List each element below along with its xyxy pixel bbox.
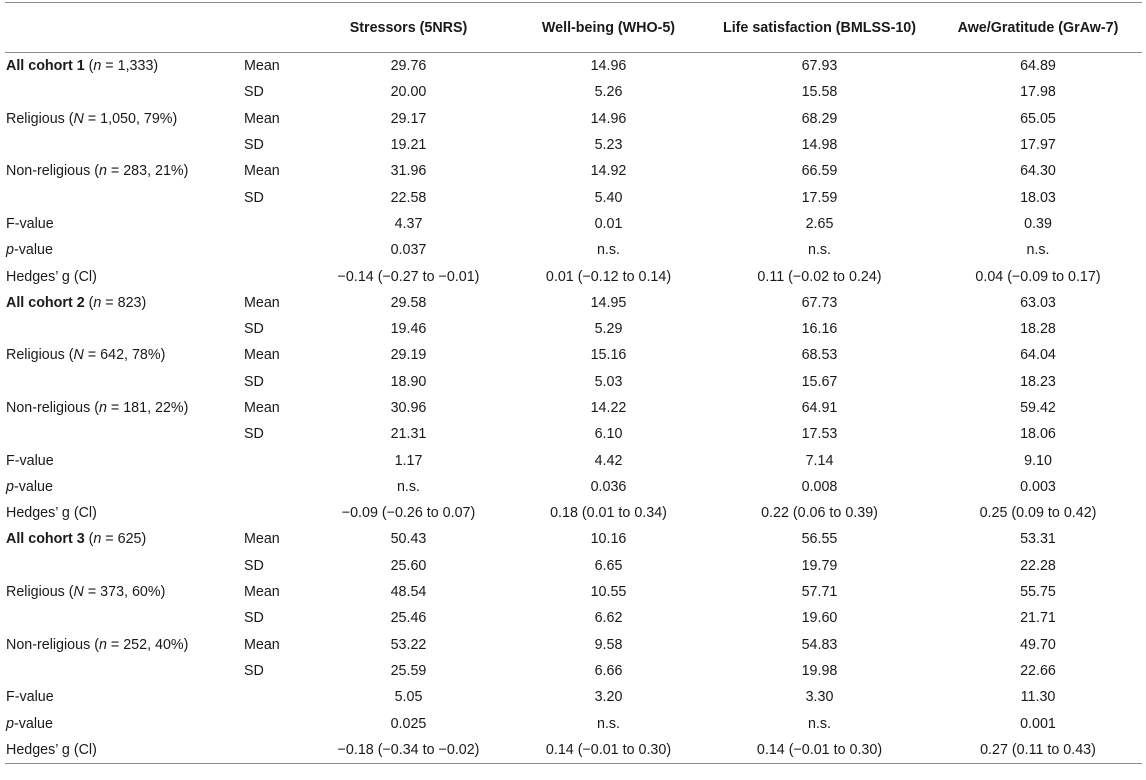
cell-life-satisfaction: n.s. xyxy=(807,715,832,732)
cell-stressors: 0.025 xyxy=(390,715,427,732)
cell-life-satisfaction: 14.98 xyxy=(801,137,838,154)
row-label-italic: n xyxy=(98,400,107,416)
cell-well-being: n.s. xyxy=(596,242,621,259)
cell-life-satisfaction: 16.16 xyxy=(801,321,838,338)
cell-life-satisfaction: 2.65 xyxy=(805,215,834,232)
cell-awe-gratitude: 0.04 (−0.09 to 0.17) xyxy=(975,268,1101,285)
cell-awe-gratitude: 18.06 xyxy=(1020,426,1056,443)
table-row xyxy=(5,737,1142,764)
row-label-text: = 1,050, 79%) xyxy=(83,110,178,127)
table-row xyxy=(5,316,1142,342)
row-statistic xyxy=(242,447,305,473)
cell-well-being: 0.01 (−0.12 to 0.14) xyxy=(545,268,672,285)
row-label-text: Non-religious ( xyxy=(6,163,99,180)
row-label xyxy=(5,500,242,526)
table-row xyxy=(5,579,1142,605)
cell-life-satisfaction: 56.55 xyxy=(801,531,838,548)
cell-awe-gratitude: 63.03 xyxy=(1020,294,1056,311)
row-statistic: SD xyxy=(244,557,264,574)
table-row xyxy=(5,184,1142,210)
row-label-italic: p xyxy=(6,242,14,259)
table-row xyxy=(5,658,1142,684)
cell-stressors: −0.09 (−0.26 to 0.07) xyxy=(341,505,476,522)
cell-awe-gratitude: 59.42 xyxy=(1020,400,1056,416)
header-stressors: Stressors (5NRS) xyxy=(349,19,468,36)
row-label-italic: N xyxy=(73,584,84,601)
table-row xyxy=(5,553,1142,579)
table-row xyxy=(5,447,1142,473)
row-statistic: Mean xyxy=(244,58,280,75)
table-row xyxy=(5,158,1142,184)
header-awe-gratitude: Awe/Gratitude (GrAw-7) xyxy=(957,19,1119,36)
cell-awe-gratitude: 55.75 xyxy=(1020,584,1056,601)
row-label-text: F-value xyxy=(6,215,54,232)
table-row xyxy=(5,237,1142,263)
cell-life-satisfaction: 15.67 xyxy=(801,373,838,390)
cell-well-being: 14.96 xyxy=(590,58,627,75)
row-label-text: -value xyxy=(13,242,53,259)
cell-stressors: 25.60 xyxy=(390,557,427,574)
cell-life-satisfaction: 19.79 xyxy=(801,557,838,574)
row-label xyxy=(5,579,242,605)
cell-awe-gratitude: 22.28 xyxy=(1020,557,1056,574)
cell-stressors: −0.18 (−0.34 to −0.02) xyxy=(337,741,480,758)
row-label-text: Religious ( xyxy=(6,584,74,601)
cell-life-satisfaction: 57.71 xyxy=(801,584,838,601)
table-row xyxy=(5,290,1142,316)
row-statistic: Mean xyxy=(244,294,280,311)
row-label xyxy=(5,447,242,473)
row-label-text: Non-religious ( xyxy=(6,636,99,653)
row-statistic xyxy=(242,737,305,764)
cell-well-being: 5.03 xyxy=(594,373,623,390)
row-label xyxy=(5,421,242,447)
cell-well-being: 0.18 (0.01 to 0.34) xyxy=(550,505,667,522)
row-label xyxy=(5,684,242,710)
cell-awe-gratitude: 0.003 xyxy=(1020,478,1056,495)
table-row xyxy=(5,263,1142,289)
row-label-text: = 625) xyxy=(101,531,147,548)
cell-life-satisfaction: 7.14 xyxy=(805,452,834,469)
row-label-text: Hedges’ g (Cl) xyxy=(6,505,97,522)
cell-stressors: −0.14 (−0.27 to −0.01) xyxy=(337,268,480,285)
table-row xyxy=(5,106,1142,132)
cell-well-being: 6.10 xyxy=(594,426,623,443)
header-well-being: Well-being (WHO-5) xyxy=(541,19,676,36)
cell-life-satisfaction: 19.98 xyxy=(801,662,838,679)
row-label-italic: p xyxy=(6,478,14,495)
row-label xyxy=(5,79,242,105)
row-statistic: SD xyxy=(244,373,264,390)
row-statistic xyxy=(242,237,305,263)
row-statistic: Mean xyxy=(244,636,280,653)
row-label xyxy=(5,211,242,237)
row-label xyxy=(5,237,242,263)
cell-well-being: 3.20 xyxy=(594,689,623,706)
row-statistic: SD xyxy=(244,321,264,338)
row-label-italic: n xyxy=(93,58,102,75)
row-label-bold: All cohort 2 xyxy=(6,294,85,311)
table-row xyxy=(5,605,1142,631)
row-label-bold: All cohort 1 xyxy=(6,58,85,75)
header-life-satisfaction: Life satisfaction (BMLSS-10) xyxy=(722,19,917,36)
cell-awe-gratitude: 64.89 xyxy=(1020,58,1056,75)
row-label-text: Non-religious ( xyxy=(6,400,99,416)
cell-stressors: 21.31 xyxy=(390,426,427,443)
cell-awe-gratitude: 18.28 xyxy=(1020,321,1056,338)
row-label xyxy=(5,263,242,289)
row-statistic: SD xyxy=(244,84,264,101)
row-label-italic: p xyxy=(6,715,14,732)
header-group xyxy=(5,3,242,53)
cell-life-satisfaction: 17.59 xyxy=(801,189,838,206)
cell-life-satisfaction: 64.91 xyxy=(801,400,838,416)
cell-well-being: 4.42 xyxy=(594,452,623,469)
row-statistic: Mean xyxy=(244,110,280,127)
cell-life-satisfaction: 0.11 (−0.02 to 0.24) xyxy=(757,268,882,285)
statistics-table xyxy=(5,2,1142,764)
cell-stressors: 18.90 xyxy=(390,373,427,390)
row-label-text: = 642, 78%) xyxy=(83,347,166,364)
row-label-italic: N xyxy=(73,110,84,127)
row-label xyxy=(5,605,242,631)
table-row xyxy=(5,421,1142,447)
cell-life-satisfaction: 67.73 xyxy=(801,294,838,311)
row-label xyxy=(5,710,242,736)
table-row xyxy=(5,342,1142,368)
cell-life-satisfaction: 67.93 xyxy=(801,58,838,75)
row-label-text: F-value xyxy=(6,689,54,706)
cell-life-satisfaction: 66.59 xyxy=(801,163,838,180)
row-label-text: ( xyxy=(84,531,94,548)
row-statistic: SD xyxy=(244,610,264,627)
cell-stressors: 0.037 xyxy=(390,242,427,259)
row-label-text: -value xyxy=(13,715,53,732)
cell-stressors: 30.96 xyxy=(390,400,427,416)
table-row xyxy=(5,79,1142,105)
cell-awe-gratitude: 9.10 xyxy=(1024,452,1052,469)
cell-awe-gratitude: 0.001 xyxy=(1020,715,1056,732)
row-statistic: SD xyxy=(244,426,264,443)
row-label xyxy=(5,184,242,210)
row-label xyxy=(5,53,242,80)
cell-stressors: 29.58 xyxy=(390,294,427,311)
row-label xyxy=(5,158,242,184)
row-label xyxy=(5,658,242,684)
table-row xyxy=(5,632,1142,658)
cell-well-being: 5.40 xyxy=(594,189,623,206)
cell-life-satisfaction: 17.53 xyxy=(801,426,838,443)
cell-well-being: 10.16 xyxy=(590,531,627,548)
row-label xyxy=(5,132,242,158)
row-label xyxy=(5,369,242,395)
row-label xyxy=(5,290,242,316)
row-statistic: Mean xyxy=(244,163,280,180)
header-row xyxy=(5,3,1142,53)
row-statistic xyxy=(242,211,305,237)
row-label-text: ( xyxy=(84,294,94,311)
row-label-italic: n xyxy=(98,163,107,180)
cell-stressors: 31.96 xyxy=(390,163,427,180)
row-statistic: SD xyxy=(244,137,264,154)
cell-stressors: 1.17 xyxy=(394,452,423,469)
table-row xyxy=(5,132,1142,158)
row-label-text: Hedges’ g (Cl) xyxy=(6,741,97,758)
row-statistic: SD xyxy=(244,662,264,679)
row-label-text: = 823) xyxy=(101,294,147,311)
cell-awe-gratitude: 22.66 xyxy=(1020,662,1056,679)
row-statistic xyxy=(242,263,305,289)
cell-awe-gratitude: 0.25 (0.09 to 0.42) xyxy=(979,505,1097,522)
cell-well-being: 15.16 xyxy=(590,347,627,364)
row-label xyxy=(5,526,242,552)
cell-life-satisfaction: 68.29 xyxy=(801,110,838,127)
cell-awe-gratitude: 49.70 xyxy=(1020,636,1056,653)
row-statistic xyxy=(242,684,305,710)
row-label xyxy=(5,342,242,368)
cell-stressors: 29.19 xyxy=(390,347,427,364)
table-row xyxy=(5,710,1142,736)
cell-awe-gratitude: 0.39 xyxy=(1024,215,1052,232)
cell-awe-gratitude: 18.23 xyxy=(1020,373,1056,390)
row-label xyxy=(5,553,242,579)
cell-stressors: 22.58 xyxy=(390,189,427,206)
row-label-bold: All cohort 3 xyxy=(6,531,85,548)
row-label-text: Hedges’ g (Cl) xyxy=(6,268,97,285)
row-label-italic: n xyxy=(98,636,107,653)
cell-life-satisfaction: n.s. xyxy=(807,242,832,259)
cell-stressors: 50.43 xyxy=(390,531,427,548)
cell-stressors: 4.37 xyxy=(394,215,423,232)
row-label-italic: N xyxy=(73,347,84,364)
cell-stressors: 19.21 xyxy=(390,137,427,154)
row-statistic: Mean xyxy=(244,347,280,364)
cell-well-being: 14.22 xyxy=(590,400,627,416)
cell-well-being: 5.23 xyxy=(594,137,623,154)
row-label-text: = 283, 21%) xyxy=(106,163,189,180)
cell-stressors: 25.59 xyxy=(390,662,427,679)
cell-well-being: n.s. xyxy=(596,715,621,732)
cell-well-being: 0.14 (−0.01 to 0.30) xyxy=(545,741,672,758)
row-label-text: Religious ( xyxy=(6,110,74,127)
cell-awe-gratitude: 21.71 xyxy=(1020,610,1056,627)
cell-awe-gratitude: 64.04 xyxy=(1020,347,1056,364)
cell-life-satisfaction: 3.30 xyxy=(805,689,834,706)
table-row xyxy=(5,474,1142,500)
row-statistic xyxy=(242,710,305,736)
cell-awe-gratitude: 64.30 xyxy=(1020,163,1056,180)
cell-stressors: 19.46 xyxy=(390,321,427,338)
row-label-text: ( xyxy=(84,58,94,75)
cell-well-being: 14.95 xyxy=(590,294,627,311)
cell-life-satisfaction: 68.53 xyxy=(801,347,838,364)
cell-awe-gratitude: 11.30 xyxy=(1020,689,1056,706)
cell-life-satisfaction: 0.008 xyxy=(801,478,838,495)
cell-awe-gratitude: 17.98 xyxy=(1020,84,1056,101)
cell-well-being: 0.036 xyxy=(590,478,627,495)
table-row xyxy=(5,211,1142,237)
cell-stressors: 20.00 xyxy=(390,84,427,101)
row-label xyxy=(5,474,242,500)
row-statistic: SD xyxy=(244,189,264,206)
cell-awe-gratitude: n.s. xyxy=(1026,242,1050,259)
cell-awe-gratitude: 18.03 xyxy=(1020,189,1056,206)
cell-stressors: n.s. xyxy=(396,478,421,495)
row-statistic xyxy=(242,500,305,526)
table-row xyxy=(5,684,1142,710)
row-label-text: = 1,333) xyxy=(101,58,159,75)
row-label-italic: n xyxy=(93,531,102,548)
row-label xyxy=(5,737,242,764)
cell-awe-gratitude: 17.97 xyxy=(1020,137,1056,154)
cell-well-being: 5.26 xyxy=(594,84,623,101)
cell-life-satisfaction: 0.22 (0.06 to 0.39) xyxy=(761,505,878,522)
table-row xyxy=(5,395,1142,421)
cell-life-satisfaction: 54.83 xyxy=(801,636,838,653)
cell-stressors: 29.17 xyxy=(390,110,427,127)
row-label xyxy=(5,632,242,658)
cell-stressors: 29.76 xyxy=(390,58,427,75)
cell-well-being: 6.65 xyxy=(594,557,623,574)
row-label-text: = 373, 60%) xyxy=(83,584,166,601)
table-row xyxy=(5,369,1142,395)
row-label-text: -value xyxy=(13,478,53,495)
cell-awe-gratitude: 65.05 xyxy=(1020,110,1056,127)
cell-life-satisfaction: 15.58 xyxy=(801,84,838,101)
cell-awe-gratitude: 53.31 xyxy=(1020,531,1056,548)
cell-well-being: 6.62 xyxy=(594,610,623,627)
cell-well-being: 5.29 xyxy=(594,321,623,338)
cell-well-being: 0.01 xyxy=(594,215,623,232)
row-label xyxy=(5,316,242,342)
row-statistic xyxy=(242,474,305,500)
row-label-text: Religious ( xyxy=(6,347,74,364)
row-label xyxy=(5,106,242,132)
cell-well-being: 14.96 xyxy=(590,110,627,127)
row-label xyxy=(5,395,242,421)
cell-well-being: 6.66 xyxy=(594,662,623,679)
row-statistic: Mean xyxy=(244,531,280,548)
cell-life-satisfaction: 0.14 (−0.01 to 0.30) xyxy=(756,741,883,758)
row-label-text: F-value xyxy=(6,452,54,469)
row-statistic: Mean xyxy=(244,584,280,601)
row-label-text: = 181, 22%) xyxy=(106,400,189,416)
table-body xyxy=(5,53,1142,764)
cell-well-being: 14.92 xyxy=(590,163,627,180)
row-label-text: = 252, 40%) xyxy=(106,636,189,653)
cell-stressors: 5.05 xyxy=(394,689,423,706)
table-row xyxy=(5,500,1142,526)
cell-awe-gratitude: 0.27 (0.11 to 0.43) xyxy=(980,741,1096,758)
row-statistic: Mean xyxy=(244,400,280,416)
table-row xyxy=(5,53,1142,80)
cell-well-being: 10.55 xyxy=(590,584,627,601)
cell-stressors: 53.22 xyxy=(390,636,427,653)
row-label-italic: n xyxy=(93,294,102,311)
cell-stressors: 25.46 xyxy=(390,610,427,627)
cell-well-being: 9.58 xyxy=(594,636,623,653)
cell-stressors: 48.54 xyxy=(390,584,427,601)
cell-life-satisfaction: 19.60 xyxy=(801,610,838,627)
header-statistic xyxy=(242,3,305,53)
table-row xyxy=(5,526,1142,552)
